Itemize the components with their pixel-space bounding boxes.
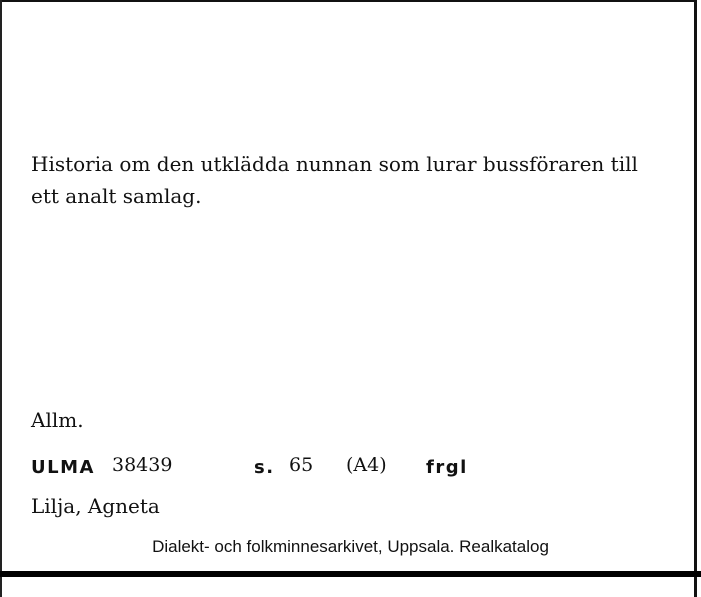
archive-footer: Dialekt- och folkminnesarkivet, Uppsala. Realkatalog	[152, 537, 549, 556]
reference-row	[31, 454, 671, 484]
card-border-bottom	[0, 571, 701, 577]
card-border-right	[694, 0, 697, 597]
card-description: Historia om den utklädda nunnan som lurar bussföraren till ett analt samlag.	[31, 152, 638, 208]
accession-number: 38439	[112, 454, 173, 476]
type-code: frgl	[426, 457, 468, 478]
archive-code: ULMA	[31, 457, 95, 478]
page-label: s.	[254, 457, 275, 478]
card-category: Allm.	[31, 408, 84, 432]
format: (A4)	[346, 454, 387, 476]
page-number: 65	[289, 454, 314, 476]
collector-name: Lilja, Agneta	[31, 494, 160, 518]
card-border-left	[0, 0, 2, 597]
card-border-top	[0, 0, 696, 2]
